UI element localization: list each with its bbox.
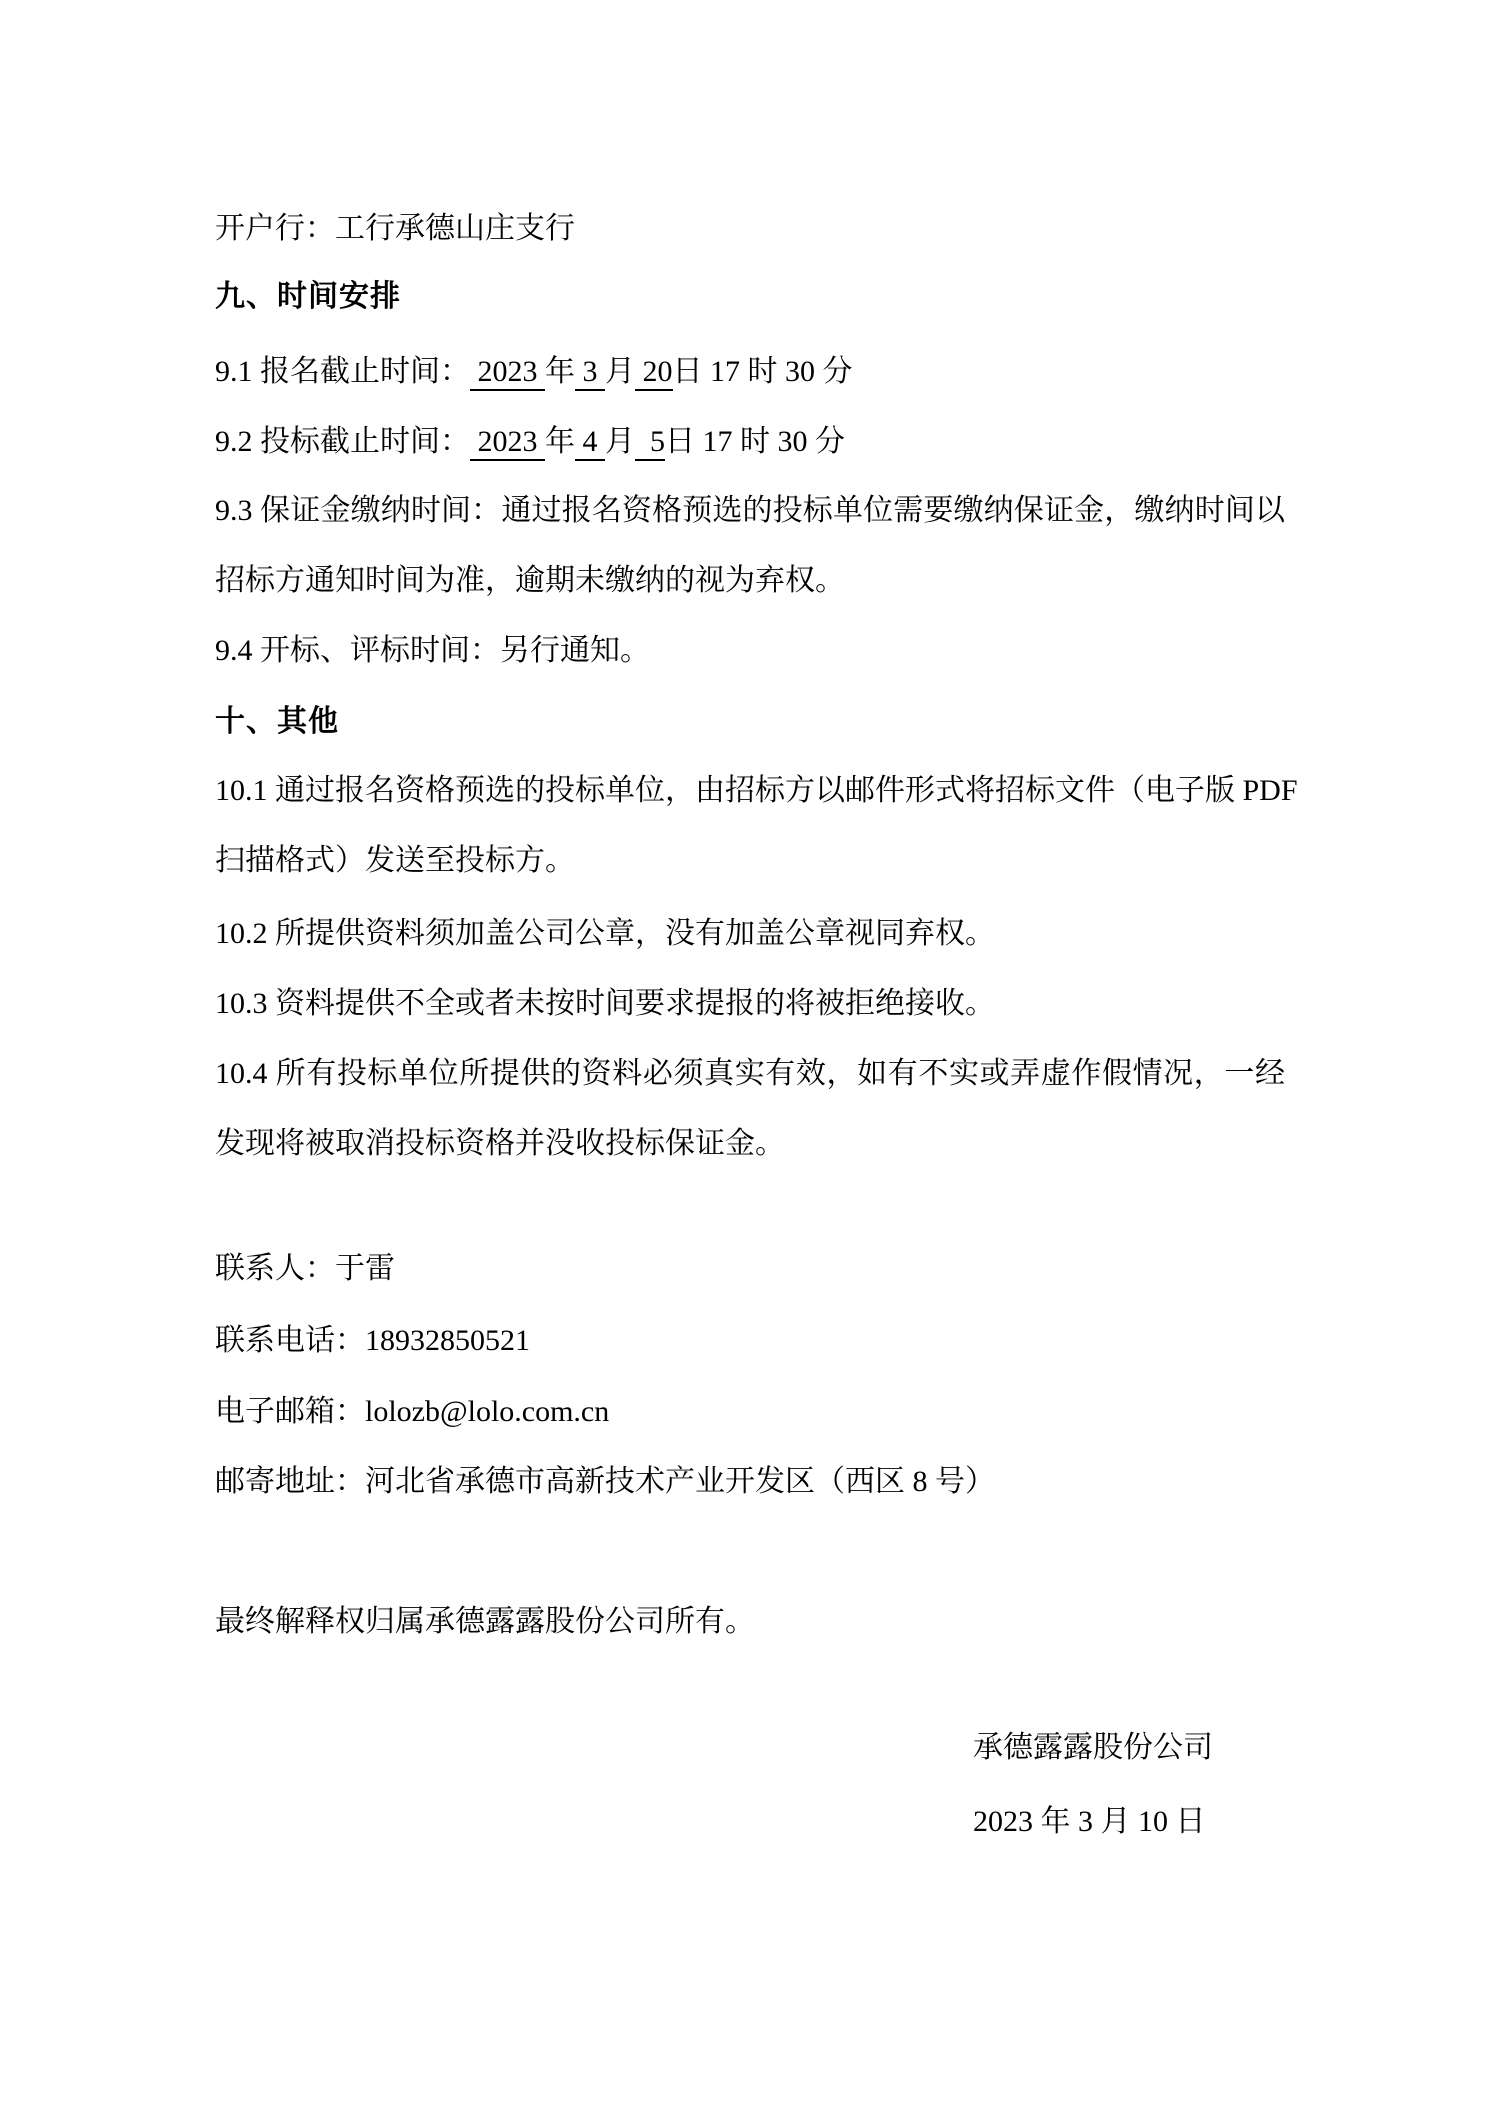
item-9-1-year-blank: 2023: [470, 355, 545, 391]
item-9-2-line: [215, 424, 845, 460]
signature-date-line: 2023 年 3 月 10 日: [973, 1805, 1206, 1838]
item-10-1-line1: 10.1 通过报名资格预选的投标单位，由招标方以邮件形式将招标文件（电子版 PDF: [215, 774, 1298, 807]
item-10-4-line1: 10.4 所有投标单位所提供的资料必须真实有效，如有不实或弄虚作假情况，一经: [215, 1057, 1285, 1090]
item-10-4-line2: 发现将被取消投标资格并没收投标保证金。: [215, 1127, 785, 1160]
section-9-heading: 九、时间安排: [215, 279, 401, 314]
item-9-3-line2: 招标方通知时间为准，逾期未缴纳的视为弃权。: [215, 564, 845, 597]
item-9-2-year-blank: 2023: [470, 425, 545, 461]
item-9-2-month-unit: 月: [605, 425, 635, 458]
item-9-2-month-blank: 4: [575, 425, 605, 461]
bank-account-line: 开户行：工行承德山庄支行: [215, 212, 575, 245]
item-9-1-day-blank: 20: [635, 355, 673, 391]
item-9-2-day-unit: 日: [665, 425, 695, 458]
item-9-1-time: 17 时 30 分: [702, 355, 853, 388]
item-9-4-line: 9.4 开标、评标时间：另行通知。: [215, 634, 650, 667]
item-9-2-label: 9.2 投标截止时间：: [215, 425, 470, 458]
item-10-3-line: 10.3 资料提供不全或者未按时间要求提报的将被拒绝接收。: [215, 987, 995, 1020]
item-9-1-day-unit: 日: [672, 355, 703, 388]
section-10-heading: 十、其他: [215, 704, 339, 739]
contact-phone-line: 联系电话：18932850521: [215, 1324, 530, 1357]
contact-address-line: 邮寄地址：河北省承德市高新技术产业开发区（西区 8 号）: [215, 1465, 995, 1498]
contact-name-line: 联系人：于雷: [215, 1252, 395, 1285]
contact-email-line: 电子邮箱：lolozb@lolo.com.cn: [215, 1395, 610, 1428]
item-9-1-year-unit: 年: [545, 355, 575, 388]
item-9-1-month-blank: 3: [575, 355, 605, 391]
item-9-1-month-unit: 月: [605, 355, 635, 388]
item-9-1-label: 9.1 报名截止时间：: [215, 355, 470, 388]
item-9-2-day-blank: 5: [635, 425, 665, 461]
item-9-2-time: 17 时 30 分: [695, 425, 845, 458]
signature-company-line: 承德露露股份公司: [973, 1731, 1213, 1764]
item-10-2-line: 10.2 所提供资料须加盖公司公章，没有加盖公章视同弃权。: [215, 917, 995, 950]
item-9-1-line: [215, 354, 853, 390]
disclaimer-line: 最终解释权归属承德露露股份公司所有。: [215, 1605, 755, 1638]
item-9-2-year-unit: 年: [545, 425, 575, 458]
item-9-3-line1: 9.3 保证金缴纳时间：通过报名资格预选的投标单位需要缴纳保证金，缴纳时间以: [215, 494, 1285, 527]
item-10-1-line2: 扫描格式）发送至投标方。: [215, 844, 575, 877]
